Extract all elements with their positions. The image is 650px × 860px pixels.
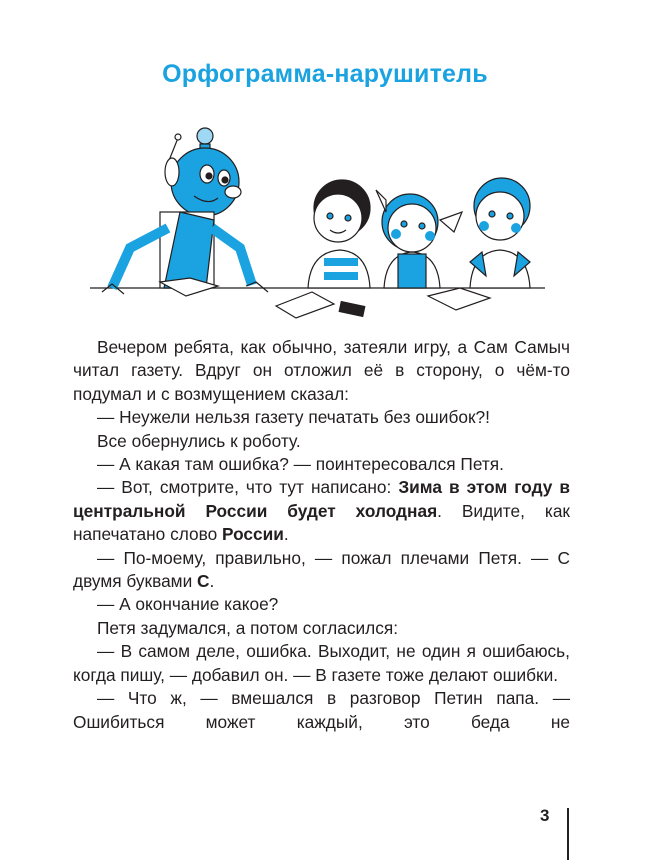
- robot-icon: [102, 128, 268, 296]
- paragraph: — Вот, смотрите, что тут написано: Зима в этом году в центральной России будет холодная. Видите, как напечатано слово России.: [73, 477, 570, 545]
- paragraph: Все обернулись к роботу.: [97, 430, 301, 451]
- paragraph: — По-моему, правильно, — пожал плечами Петя. — С двумя буквами С.: [73, 547, 570, 592]
- story-text: [73, 336, 570, 734]
- robot-and-children-illustration: [90, 120, 570, 330]
- paragraph: — Что ж, — вмешался в разговор Петин папа. — Ошибиться может каждый, это беда не: [73, 688, 570, 732]
- girl-with-bows-icon: [376, 190, 462, 288]
- paragraph: Вечером ребята, как обычно, затеяли игру, а Сам Самыч читал газету. Вдруг он отложил её в сторону, о чём-то подумал и с возмущением сказал:: [73, 337, 570, 404]
- page-number: 3: [540, 806, 550, 825]
- paragraph: — А окончание какое?: [97, 594, 279, 615]
- paragraph: — А какая там ошибка? — поинтересовался Петя.: [97, 454, 504, 475]
- paragraph: — В самом деле, ошибка. Выходит, не один я ошибаюсь, когда пишу, — добавил он. — В газете тоже делают ошибки.: [73, 641, 570, 685]
- page-title: Орфограмма-нарушитель: [162, 60, 488, 88]
- paragraph: — Неужели нельзя газету печатать без ошибок?!: [97, 407, 490, 428]
- paragraph: Петя задумался, а потом согласился:: [97, 617, 399, 638]
- page-margin-rule: [567, 808, 569, 860]
- boy-curly-hair-icon: [276, 180, 370, 318]
- boy-blue-hair-icon: [428, 178, 530, 310]
